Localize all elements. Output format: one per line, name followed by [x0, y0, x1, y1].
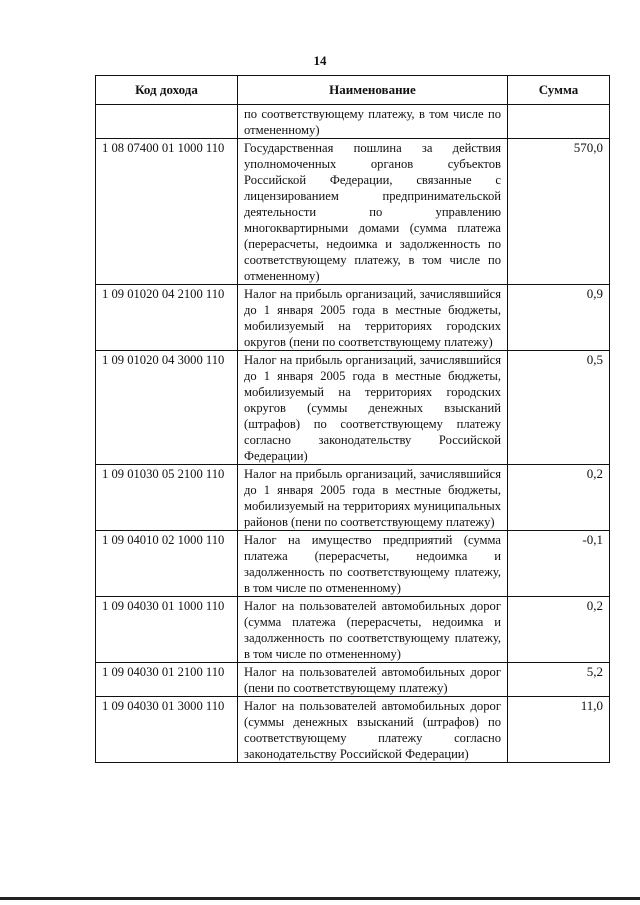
row-amount: 570,0 — [508, 139, 610, 285]
row-name: Налог на имущество предприятий (сумма платежа (перерасчеты, недоимка и задолженность по соответствующему платежу, в том числе по отмененному) — [238, 531, 508, 597]
table-row — [96, 351, 610, 465]
header-amount: Сумма — [508, 76, 610, 105]
row-code: 1 09 01030 05 2100 110 — [96, 465, 238, 531]
row-amount: 0,2 — [508, 465, 610, 531]
table-row — [96, 105, 610, 139]
row-name: Налог на прибыль организаций, зачислявшийся до 1 января 2005 года в местные бюджеты, мобилизуемый на территориях городских округов (пени по соответствующему платежу) — [238, 285, 508, 351]
header-code: Код дохода — [96, 76, 238, 105]
table-row — [96, 697, 610, 763]
table-row — [96, 663, 610, 697]
row-name: Налог на пользователей автомобильных дорог (суммы денежных взысканий (штрафов) по соответствующему платежу согласно законодательству Российской Федерации) — [238, 697, 508, 763]
page-number: 14 — [313, 53, 327, 68]
row-code: 1 09 01020 04 2100 110 — [96, 285, 238, 351]
row-amount: -0,1 — [508, 531, 610, 597]
row-code: 1 09 01020 04 3000 110 — [96, 351, 238, 465]
table-row — [96, 531, 610, 597]
row-amount: 5,2 — [508, 663, 610, 697]
header-name: Наименование — [238, 76, 508, 105]
row-name: Государственная пошлина за действия уполномоченных органов субъектов Российской Федерации, связанные с лицензированием предпринимательской деятельности по управлению многоквартирными домами (сумма платежа (перерасчеты, недоимка и задолженность по соответствующему платежу, в том числе по отмененному) — [238, 139, 508, 285]
row-code: 1 09 04030 01 3000 110 — [96, 697, 238, 763]
table-row — [96, 285, 610, 351]
table-row — [96, 139, 610, 285]
row-code: 1 09 04030 01 1000 110 — [96, 597, 238, 663]
row-amount: 0,5 — [508, 351, 610, 465]
row-code: 1 09 04010 02 1000 110 — [96, 531, 238, 597]
table-header-row — [96, 76, 610, 105]
row-name: Налог на прибыль организаций, зачислявшийся до 1 января 2005 года в местные бюджеты, мобилизуемый на территориях городских округов (суммы денежных взысканий (штрафов) по соответствующему платежу согласно законодательству Российской Федерации) — [238, 351, 508, 465]
row-amount: 11,0 — [508, 697, 610, 763]
row-code — [96, 105, 238, 139]
table-row — [96, 597, 610, 663]
row-code: 1 08 07400 01 1000 110 — [96, 139, 238, 285]
row-code: 1 09 04030 01 2100 110 — [96, 663, 238, 697]
row-name: Налог на пользователей автомобильных дорог (сумма платежа (перерасчеты, недоимка и задолженность по соответствующему платежу, в том числе по отмененному) — [238, 597, 508, 663]
table-row — [96, 465, 610, 531]
row-name: по соответствующему платежу, в том числе по отмененному) — [238, 105, 508, 139]
row-amount — [508, 105, 610, 139]
row-amount: 0,2 — [508, 597, 610, 663]
revenue-table — [95, 75, 610, 763]
row-name: Налог на прибыль организаций, зачислявшийся до 1 января 2005 года в местные бюджеты, мобилизуемый на территориях муниципальных районов (пени по соответствующему платежу) — [238, 465, 508, 531]
scan-edge-line — [0, 897, 640, 900]
row-name: Налог на пользователей автомобильных дорог (пени по соответствующему платежу) — [238, 663, 508, 697]
row-amount: 0,9 — [508, 285, 610, 351]
